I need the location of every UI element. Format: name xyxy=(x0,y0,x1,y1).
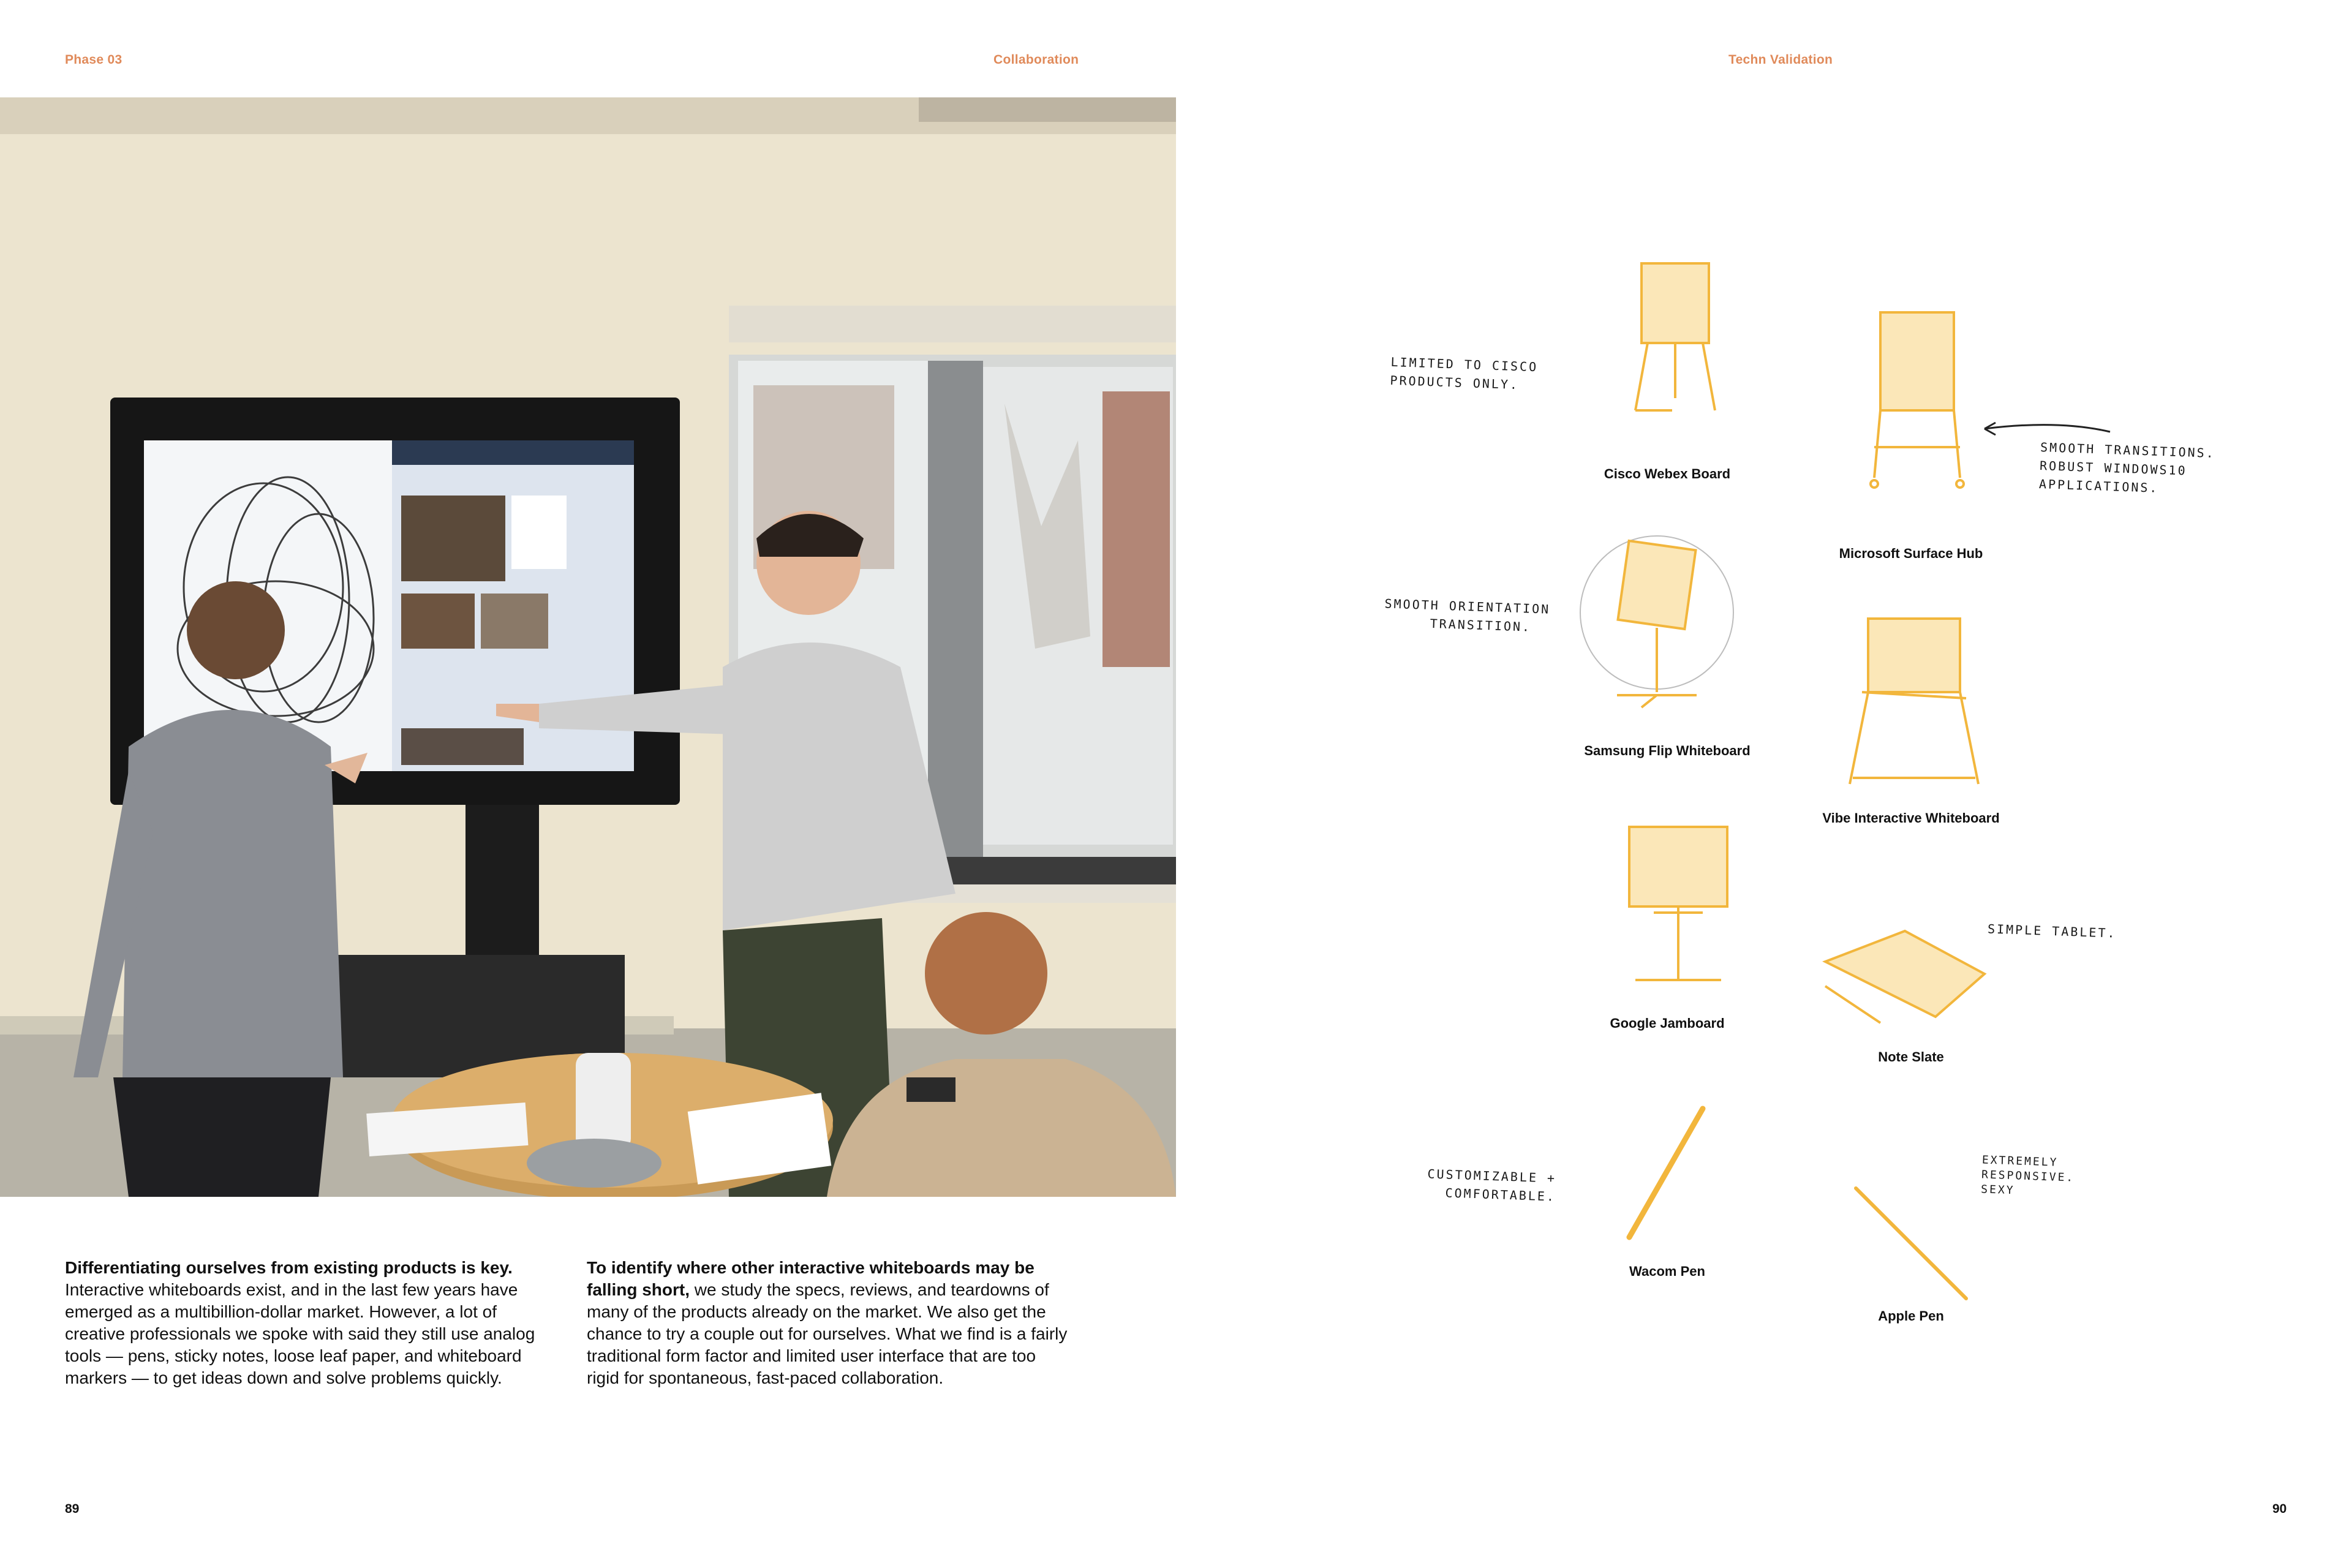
note-apple: EXTREMELY RESPONSIVE. SEXY xyxy=(1980,1153,2075,1197)
apple-pen-sketch xyxy=(1850,1182,1972,1305)
google-jamboard-sketch xyxy=(1611,821,1733,1005)
wacom-pen-sketch xyxy=(1611,1102,1721,1243)
note-samsung: SMOOTH ORIENTATION TRANSITION. xyxy=(1384,596,1551,635)
note-wacom: CUSTOMIZABLE + COMFORTABLE. xyxy=(1427,1166,1557,1204)
body-column-right xyxy=(587,1257,1071,1389)
classroom-photo xyxy=(0,97,1176,1197)
arrow-icon xyxy=(1972,410,2113,447)
product-label-jamboard: Google Jamboard xyxy=(1610,1016,1725,1031)
vibe-whiteboard-sketch xyxy=(1838,612,1985,796)
body-column-left-text: Interactive whiteboards exist, and in the last few years have emerged as a multibillion-dollar market. However, a lot of creative professionals we spoke with said they still use analog tools — pens, sticky notes, loose leaf paper, and whiteboard markers — to get ideas down and solve problems quickly. xyxy=(65,1280,535,1387)
cisco-webex-board-sketch xyxy=(1611,257,1733,417)
product-label-wacom: Wacom Pen xyxy=(1629,1264,1705,1279)
product-label-surface-hub: Microsoft Surface Hub xyxy=(1839,546,1983,561)
samsung-flip-sketch xyxy=(1568,527,1746,717)
microsoft-surface-hub-sketch xyxy=(1850,306,1972,496)
product-label-note-slate: Note Slate xyxy=(1878,1049,1944,1065)
body-column-right-text: we study the specs, reviews, and teardowns of many of the products already on the market. We also get the chance to try a couple out for ourselves. What we find is a fairly traditional form factor and limited user interface that are too rigid for spontaneous, fast-paced collaboration. xyxy=(587,1280,1068,1387)
page-number-left: 89 xyxy=(65,1502,80,1516)
section-subtitle: Techn Validation xyxy=(1728,53,1833,67)
product-label-vibe: Vibe Interactive Whiteboard xyxy=(1822,810,2000,826)
body-column-right-lead: To identify where other interactive whiteboards may be falling short, xyxy=(587,1258,1035,1299)
product-label-samsung: Samsung Flip Whiteboard xyxy=(1584,743,1751,758)
note-surface: SMOOTH TRANSITIONS. ROBUST WINDOWS10 APPLICATIONS. xyxy=(2038,440,2216,496)
body-column-left xyxy=(65,1257,549,1389)
note-noteslate: SIMPLE TABLET. xyxy=(1987,921,2117,941)
note-slate-sketch xyxy=(1813,919,1997,1041)
note-cisco: LIMITED TO CISCO PRODUCTS ONLY. xyxy=(1390,354,1539,393)
body-column-left-lead: Differentiating ourselves from existing products is key. xyxy=(65,1258,513,1277)
product-label-apple-pen: Apple Pen xyxy=(1878,1308,1944,1324)
page-number-right: 90 xyxy=(2272,1502,2287,1516)
product-label-cisco: Cisco Webex Board xyxy=(1604,466,1731,481)
section-phase-label: Phase 03 xyxy=(65,53,123,67)
section-title: Collaboration xyxy=(993,53,1079,67)
